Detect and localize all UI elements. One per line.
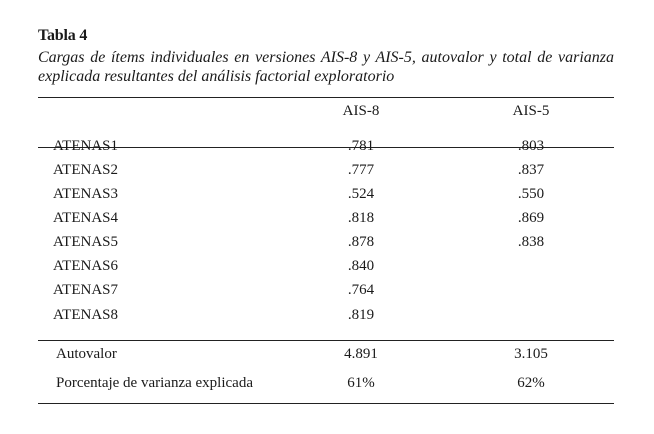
row-item-4: ATENAS4 bbox=[53, 210, 119, 226]
table-caption: Cargas de ítems individuales en versiones AIS-8 y AIS-5, autovalor y total de varianza explicada resultantes del análisis factorial exploratorio bbox=[38, 49, 614, 85]
row-ais8-5: .878 bbox=[347, 234, 375, 250]
row-ais5-4: .869 bbox=[517, 210, 545, 226]
row-ais8-1: .781 bbox=[347, 138, 375, 154]
row-ais5-2: .837 bbox=[517, 162, 545, 178]
summary-ais8-variance: 61% bbox=[347, 375, 375, 391]
document-table bbox=[38, 27, 614, 391]
row-ais8-4: .818 bbox=[347, 210, 375, 226]
row-ais5-3: .550 bbox=[517, 186, 545, 202]
row-ais8-8: .819 bbox=[347, 307, 375, 323]
row-ais8-7: .764 bbox=[347, 282, 375, 298]
row-item-3: ATENAS3 bbox=[53, 186, 119, 202]
row-item-1: ATENAS1 bbox=[53, 138, 119, 154]
table-label: Tabla 4 bbox=[38, 27, 88, 44]
row-item-6: ATENAS6 bbox=[53, 258, 119, 274]
row-ais8-2: .777 bbox=[347, 162, 375, 178]
header-ais8: AIS-8 bbox=[342, 103, 380, 119]
row-ais5-5: .838 bbox=[517, 234, 545, 250]
row-item-2: ATENAS2 bbox=[53, 162, 119, 178]
summary-ais5-eigenvalue: 3.105 bbox=[514, 346, 548, 362]
summary-label-eigenvalue: Autovalor bbox=[56, 346, 117, 362]
summary-label-variance: Porcentaje de varianza explicada bbox=[56, 375, 253, 391]
header-ais5: AIS-5 bbox=[512, 103, 550, 119]
summary-ais5-variance: 62% bbox=[517, 375, 545, 391]
row-item-7: ATENAS7 bbox=[53, 282, 119, 298]
row-item-5: ATENAS5 bbox=[53, 234, 119, 250]
bottom-rule bbox=[38, 403, 614, 404]
row-ais8-3: .524 bbox=[347, 186, 375, 202]
row-ais5-1: .803 bbox=[517, 138, 545, 154]
row-ais8-6: .840 bbox=[347, 258, 375, 274]
summary-rule bbox=[38, 340, 614, 341]
row-item-8: ATENAS8 bbox=[53, 307, 119, 323]
top-rule bbox=[38, 97, 614, 98]
summary-ais8-eigenvalue: 4.891 bbox=[344, 346, 378, 362]
